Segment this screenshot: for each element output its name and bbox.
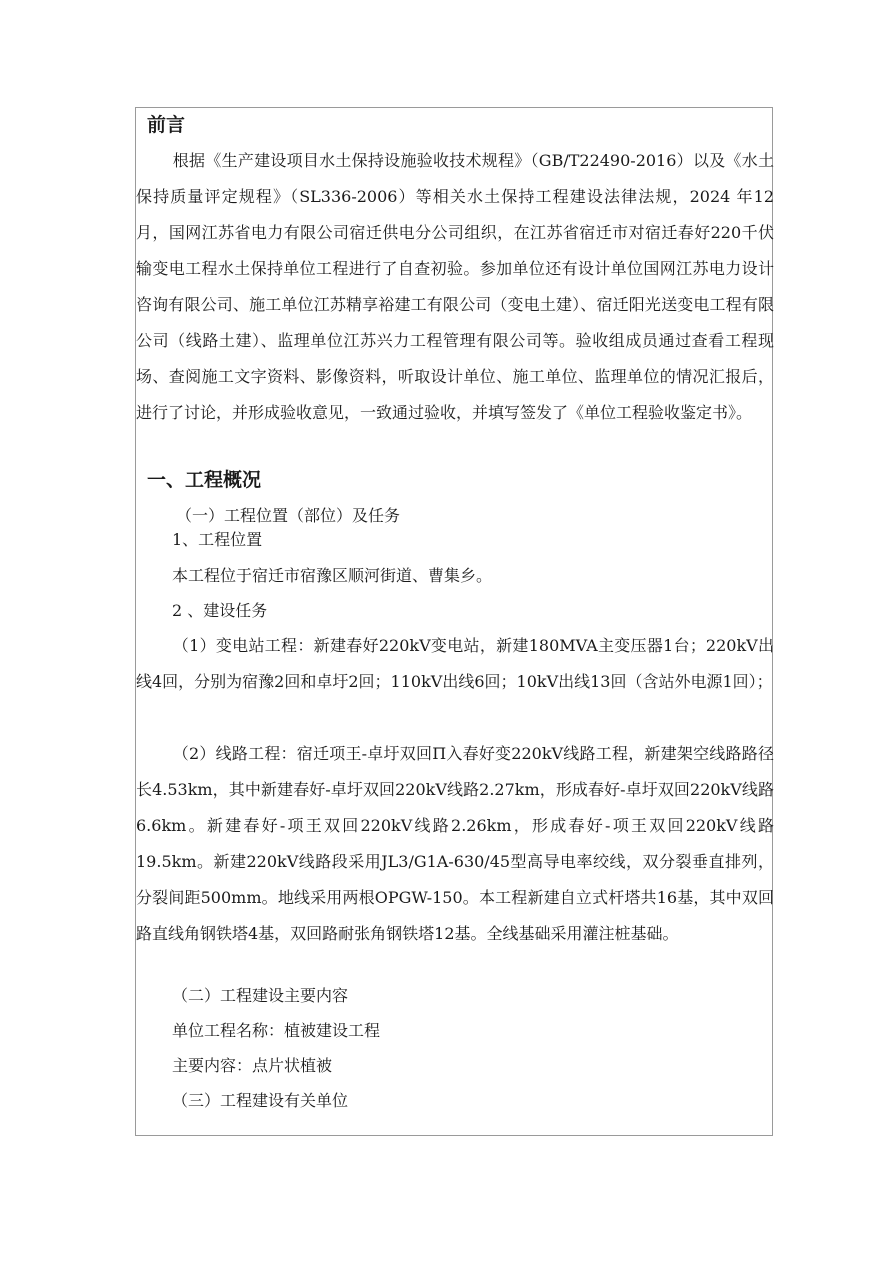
preface-title: 前言 xyxy=(147,114,186,136)
item-location-title: 1、工程位置 xyxy=(172,530,263,549)
subsection-related-units-title: （三）工程建设有关单位 xyxy=(172,1091,349,1110)
preface-paragraph: 根据《生产建设项目水土保持设施验收技术规程》（GB/T22490-2016）以及《水土保持质量评定规程》（SL336-2006）等相关水土保持工程建设法律法规，2024 年12 月，国网江苏省电力有限公司宿迁供电分公司组织，在江苏省宿迁市对宿迁春好220千伏输变电工程水土保持单位工程进行了自查初验。参加单位还有设计单位国网江苏电力设计咨询有限公司、施工单位江苏精享裕建工有限公司（变电土建）、宿迁阳光送变电工程有限公司（线路土建）、监理单位江苏兴力工程管理有限公司等。验收组成员通过查看工程现场、查阅施工文字资料、影像资料，听取设计单位、施工单位、监理单位的情况汇报后，进行了讨论，并形成验收意见，一致通过验收，并填写签发了《单位工程验收鉴定书》。 xyxy=(136,151,774,422)
section-overview-title: 一、工程概况 xyxy=(147,469,262,491)
subsection-main-content-title: （二）工程建设主要内容 xyxy=(172,986,349,1005)
unit-project-name: 单位工程名称：植被建设工程 xyxy=(172,1021,381,1040)
task-substation: （1）变电站工程：新建春好220kV变电站，新建180MVA主变压器1台；220kV出线4回，分别为宿豫2回和卓圩2回；110kV出线6回；10kV出线13回（含站外电源1回）； xyxy=(136,636,774,691)
task-line-works: （2）线路工程：宿迁项王-卓圩双回Π入春好变220kV线路工程，新建架空线路路径长4.53km，其中新建春好-卓圩双回220kV线路2.27km，形成春好-卓圩双回220kV线路6.6km。新建春好-项王双回220kV线路2.26km，形成春好-项王双回220kV线路19.5km。新建220kV线路段采用JL3/G1A-630/45型高导电率绞线，双分裂垂直排列，分裂间距500mm。地线采用两根OPGW-150。本工程新建自立式杆塔共16基，其中双回路直线角钢铁塔4基，双回路耐张角钢铁塔12基。全线基础采用灌注桩基础。 xyxy=(136,744,774,943)
item-tasks-title: 2 、建设任务 xyxy=(172,601,268,620)
document-frame xyxy=(135,107,773,1136)
main-content: 主要内容：点片状植被 xyxy=(172,1056,333,1075)
subsection-location-title: （一）工程位置（部位）及任务 xyxy=(176,506,401,525)
item-location-body: 本工程位于宿迁市宿豫区顺河街道、曹集乡。 xyxy=(172,566,493,585)
